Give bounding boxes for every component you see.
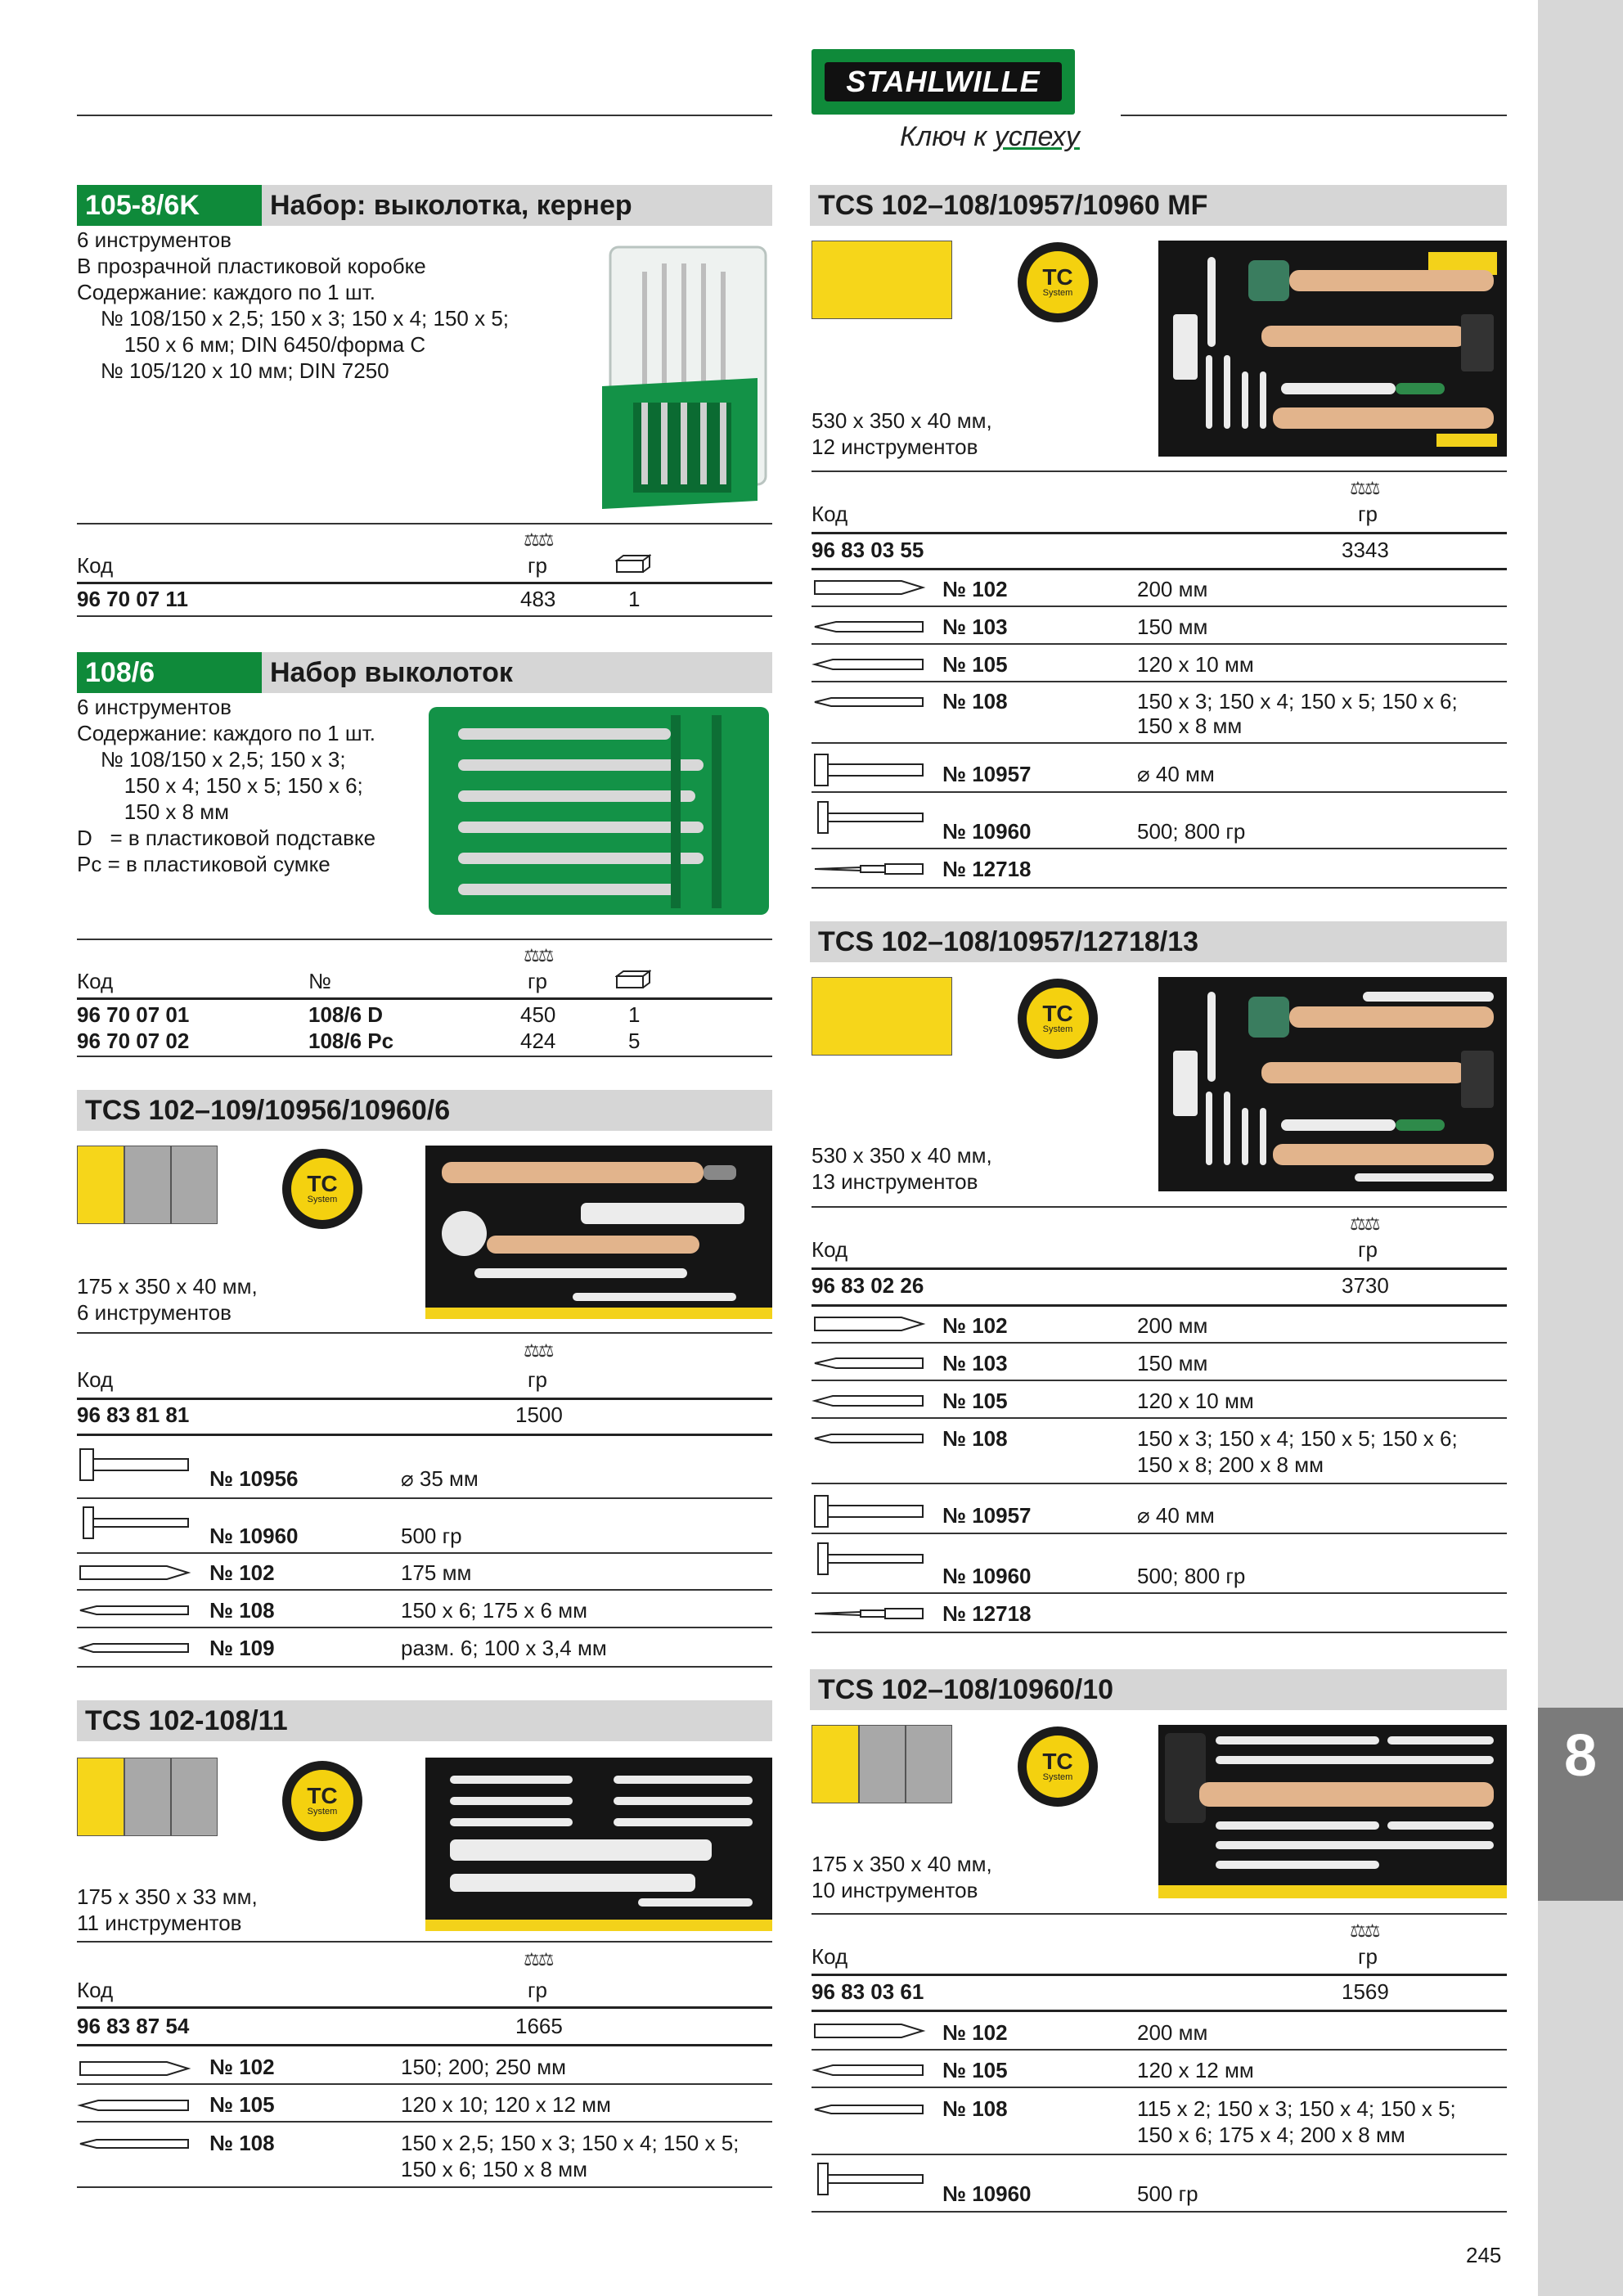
s6-rule-items (812, 1304, 1507, 1307)
s2-rule-top (77, 939, 772, 940)
s2-row0-num: 108/6 D (308, 1002, 384, 1027)
weight-scale-icon: ⚖⚖ (524, 1340, 553, 1361)
s6-rule-item1 (812, 1380, 1507, 1381)
hammer-icon (77, 1444, 191, 1485)
s6-dims-0: 530 x 350 x 40 мм, (812, 1143, 992, 1168)
s3-dims-0: 175 x 350 x 40 мм, (77, 1274, 258, 1299)
hammer-icon (812, 2159, 926, 2199)
tc-badge-small: System (1042, 1024, 1073, 1034)
pin-punch-icon (812, 2103, 926, 2116)
s6-row-code: 96 83 02 26 (812, 1273, 924, 1298)
s6-rule-mid (812, 1267, 1507, 1270)
s1-desc-0: 6 инструментов (77, 227, 232, 252)
weight-scale-icon: ⚖⚖ (524, 945, 553, 966)
s6-item3-num: № 108 (942, 1426, 1008, 1451)
s7-row-code: 96 83 03 61 (812, 1979, 924, 2004)
center-punch-icon (77, 2099, 191, 2112)
s7-item0-spec: 200 мм (1137, 2020, 1208, 2045)
s5-item0-spec: 200 мм (1137, 577, 1208, 601)
s4-rule-item0 (77, 2083, 772, 2085)
s4-rule-items (77, 2044, 772, 2046)
s7-rule-mid (812, 1974, 1507, 1976)
tc-system-badge (282, 1149, 362, 1229)
s7-item3-spec: 500 гр (1137, 2181, 1198, 2206)
pin-punch-icon (812, 696, 926, 709)
s1-rule-top (77, 523, 772, 524)
s6-item5-spec: 500; 800 гр (1137, 1564, 1246, 1588)
s2-row1-qty: 5 (628, 1029, 641, 1053)
s2-desc-3: 150 x 4; 150 x 5; 150 x 6; (77, 773, 363, 798)
s4-dims-0: 175 x 350 x 33 мм, (77, 1884, 258, 1909)
s5-item4-num: № 10957 (942, 762, 1032, 786)
s7-title-bar (810, 1669, 1507, 1710)
slogan-prefix: Ключ к (900, 121, 995, 152)
s6-item1-spec: 150 мм (1137, 1351, 1208, 1375)
s5-item2-num: № 105 (942, 652, 1008, 677)
s6-code-header: Код (812, 1237, 848, 1262)
stahlwille-logo (812, 49, 1075, 115)
s3-rule-item1 (77, 1552, 772, 1554)
s4-item0-num: № 102 (209, 2055, 275, 2079)
s4-rule-bottom (77, 2186, 772, 2188)
s1-desc-2: Содержание: каждого по 1 шт. (77, 280, 375, 304)
s3-rule-bottom (77, 1666, 772, 1668)
tc-system-badge (282, 1761, 362, 1841)
chisel-icon (77, 2059, 191, 2078)
s2-code-header: Код (77, 969, 114, 993)
box-icon (615, 970, 651, 989)
s5-code-header: Код (812, 502, 848, 526)
s3-item0-spec: ⌀ 35 мм (401, 1466, 479, 1491)
tc-badge-big: TC (1042, 1001, 1073, 1026)
s7-rule-item2 (812, 2154, 1507, 2155)
s6-rule-item4 (812, 1533, 1507, 1534)
header-rule-right (1121, 115, 1507, 116)
s3-rule-item3 (77, 1627, 772, 1628)
s6-item2-num: № 105 (942, 1389, 1008, 1413)
s2-rule-bottom (77, 1056, 772, 1057)
tc-badge-big: TC (1042, 1749, 1073, 1774)
s5-rule-item0 (812, 606, 1507, 607)
s4-swatch-grey (171, 1758, 218, 1836)
s4-title-bar (77, 1700, 772, 1741)
s5-item5-num: № 10960 (942, 819, 1032, 844)
s1-title-bar (77, 185, 772, 226)
s3-weight-header: гр (528, 1367, 547, 1392)
s4-item1-num: № 105 (209, 2092, 275, 2117)
s4-title: TCS 102-108/11 (85, 1704, 288, 1736)
s2-desc-5: D = в пластиковой подставке (77, 826, 376, 850)
s5-swatch-yellow (812, 241, 952, 319)
s6-item0-spec: 200 мм (1137, 1313, 1208, 1338)
tc-system-badge (1018, 979, 1098, 1059)
s3-rule-item2 (77, 1589, 772, 1591)
s1-row-weight: 483 (520, 587, 556, 611)
s5-item0-num: № 102 (942, 577, 1008, 601)
s2-desc-0: 6 инструментов (77, 695, 232, 719)
s6-item0-num: № 102 (942, 1313, 1008, 1338)
s5-item3-spec2: 150 x 8 мм (1137, 714, 1243, 738)
pin-punch-icon (77, 2137, 191, 2150)
screwdriver-icon (812, 861, 926, 877)
cross-cut-chisel-icon (812, 619, 926, 635)
s5-rule-item3 (812, 742, 1507, 744)
s3-rule-top (77, 1332, 772, 1334)
s6-title-bar (810, 921, 1507, 962)
s6-rule-item2 (812, 1417, 1507, 1419)
s2-weight-header: гр (528, 969, 547, 993)
page-number: 245 (1466, 2243, 1502, 2267)
s1-code-header: Код (77, 553, 114, 578)
s3-item3-num: № 108 (209, 1598, 275, 1623)
s6-item4-num: № 10957 (942, 1503, 1032, 1528)
s3-swatch-grey (171, 1146, 218, 1224)
chisel-icon (812, 2021, 926, 2041)
s3-item2-num: № 102 (209, 1560, 275, 1585)
tc-badge-small: System (307, 1195, 338, 1204)
s5-item3-num: № 108 (942, 689, 1008, 714)
s4-item0-spec: 150; 200; 250 мм (401, 2055, 567, 2079)
hammer-icon (812, 1491, 926, 1532)
s7-swatch-grey (859, 1725, 906, 1803)
tc-badge-small: System (1042, 288, 1073, 298)
cross-cut-chisel-icon (812, 1355, 926, 1371)
s5-item2-spec: 120 x 10 мм (1137, 652, 1254, 677)
s4-item2-num: № 108 (209, 2131, 275, 2155)
s3-rule-items (77, 1434, 772, 1436)
s6-item4-spec: ⌀ 40 мм (1137, 1503, 1215, 1528)
s7-rule-bottom (812, 2211, 1507, 2213)
s6-title: TCS 102–108/10957/12718/13 (818, 925, 1199, 957)
s2-row1-num: 108/6 Pc (308, 1029, 394, 1053)
s4-rule-top (77, 1941, 772, 1943)
s2-desc-1: Содержание: каждого по 1 шт. (77, 721, 375, 745)
s6-rule-item0 (812, 1342, 1507, 1344)
tc-badge-big: TC (307, 1783, 338, 1808)
s6-item2-spec: 120 x 10 мм (1137, 1389, 1254, 1413)
s1-rule-bottom (77, 615, 772, 617)
s3-swatch-grey (124, 1146, 171, 1224)
s7-row-weight: 1569 (1342, 1979, 1389, 2004)
s2-rule-mid (77, 997, 772, 1000)
s2-num-header: № (308, 969, 331, 993)
s3-code-header: Код (77, 1367, 114, 1392)
s3-item3-spec: 150 x 6; 175 x 6 мм (401, 1598, 587, 1623)
s2-desc-2: № 108/150 x 2,5; 150 x 3; (77, 747, 346, 772)
pin-punch-icon (812, 1432, 926, 1445)
s5-row-weight: 3343 (1342, 538, 1389, 562)
s4-weight-header: гр (528, 1978, 547, 2002)
s2-name: Набор выколоток (270, 656, 513, 688)
hammer-icon (812, 1538, 926, 1579)
s6-product-image (1158, 977, 1507, 1191)
s7-swatch-yellow (812, 1725, 859, 1803)
s1-row-qty: 1 (628, 587, 641, 611)
s4-row-code: 96 83 87 54 (77, 2014, 190, 2038)
slogan-word: успеху (994, 121, 1080, 152)
s6-item1-num: № 103 (942, 1351, 1008, 1375)
s3-item1-num: № 10960 (209, 1524, 299, 1548)
s5-rule-items (812, 568, 1507, 570)
punch-icon (77, 1641, 191, 1654)
s5-rule-item1 (812, 643, 1507, 645)
s6-weight-header: гр (1358, 1237, 1378, 1262)
s3-row-weight: 1500 (515, 1402, 563, 1427)
s5-rule-mid (812, 532, 1507, 534)
box-icon (615, 554, 651, 574)
hammer-icon (77, 1502, 191, 1543)
s1-product-image (594, 239, 776, 509)
s7-item1-num: № 105 (942, 2058, 1008, 2082)
s7-product-image (1158, 1725, 1507, 1898)
s6-rule-top (812, 1206, 1507, 1208)
s2-desc-4: 150 x 8 мм (77, 799, 230, 824)
center-punch-icon (812, 2064, 926, 2077)
hammer-icon (812, 750, 926, 790)
s2-title-bar (77, 652, 772, 693)
weight-scale-icon: ⚖⚖ (1350, 1213, 1379, 1234)
s2-row1-weight: 424 (520, 1029, 556, 1053)
s7-item1-spec: 120 x 12 мм (1137, 2058, 1254, 2082)
slogan (900, 121, 1080, 153)
chisel-icon (812, 1314, 926, 1334)
s5-item1-num: № 103 (942, 615, 1008, 639)
s7-code-header: Код (812, 1944, 848, 1969)
s2-code: 108/6 (77, 652, 262, 693)
side-index-bar (1538, 0, 1623, 2296)
s7-item2-spec2: 150 x 6; 175 x 4; 200 x 8 мм (1137, 2123, 1405, 2147)
s6-rule-bottom (812, 1632, 1507, 1633)
s4-item1-spec: 120 x 10; 120 x 12 мм (401, 2092, 611, 2117)
s3-title: TCS 102–109/10956/10960/6 (85, 1094, 451, 1126)
s5-rule-bottom (812, 887, 1507, 889)
s7-title: TCS 102–108/10960/10 (818, 1673, 1114, 1705)
s3-rule-mid (77, 1398, 772, 1400)
s3-row-code: 96 83 81 81 (77, 1402, 190, 1427)
tc-badge-big: TC (1042, 264, 1073, 290)
s6-item3-spec: 150 x 3; 150 x 4; 150 x 5; 150 x 6; (1137, 1426, 1458, 1451)
s7-rule-items (812, 2010, 1507, 2012)
weight-scale-icon: ⚖⚖ (524, 529, 553, 550)
screwdriver-icon (812, 1605, 926, 1622)
center-punch-icon (812, 1394, 926, 1407)
s7-item2-spec: 115 x 2; 150 x 3; 150 x 4; 150 x 5; (1137, 2096, 1456, 2121)
s5-rule-top (812, 470, 1507, 472)
tc-badge-small: System (1042, 1772, 1073, 1782)
s7-item2-num: № 108 (942, 2096, 1008, 2121)
chisel-icon (77, 1563, 191, 1582)
s7-weight-header: гр (1358, 1944, 1378, 1969)
tc-system-badge (1018, 1727, 1098, 1807)
tc-badge-big: TC (307, 1171, 338, 1196)
chapter-number: 8 (1563, 1723, 1598, 1789)
s7-rule-top (812, 1913, 1507, 1915)
s5-item3-spec: 150 x 3; 150 x 4; 150 x 5; 150 x 6; (1137, 689, 1458, 714)
s3-title-bar (77, 1090, 772, 1131)
chapter-tab[interactable] (1538, 1708, 1623, 1901)
s5-title-bar (810, 185, 1507, 226)
s4-rule-mid (77, 2006, 772, 2009)
s4-swatch-grey (124, 1758, 171, 1836)
s3-swatch-yellow (77, 1146, 124, 1224)
s7-dims-0: 175 x 350 x 40 мм, (812, 1852, 992, 1876)
s4-product-image (425, 1758, 772, 1931)
s6-rule-item3 (812, 1483, 1507, 1484)
weight-scale-icon: ⚖⚖ (524, 1949, 553, 1970)
s2-row0-weight: 450 (520, 1002, 556, 1027)
s7-item3-num: № 10960 (942, 2181, 1032, 2206)
s1-desc-1: В прозрачной пластиковой коробке (77, 254, 426, 278)
s3-rule-item0 (77, 1497, 772, 1499)
s1-code: 105-8/6K (77, 185, 262, 226)
s3-product-image (425, 1146, 772, 1319)
s5-rule-item4 (812, 791, 1507, 793)
s5-title: TCS 102–108/10957/10960 MF (818, 189, 1208, 221)
s5-item1-spec: 150 мм (1137, 615, 1208, 639)
s5-item4-spec: ⌀ 40 мм (1137, 762, 1215, 786)
hammer-icon (812, 797, 926, 838)
s6-swatch-yellow (812, 977, 952, 1056)
s3-dims-1: 6 инструментов (77, 1300, 232, 1325)
tc-system-badge (1018, 242, 1098, 322)
s1-rule-mid (77, 582, 772, 584)
s6-rule-item5 (812, 1592, 1507, 1594)
s6-item6-num: № 12718 (942, 1601, 1032, 1626)
s7-dims-1: 10 инструментов (812, 1878, 978, 1902)
s3-item4-spec: разм. 6; 100 x 3,4 мм (401, 1636, 607, 1660)
weight-scale-icon: ⚖⚖ (1350, 478, 1379, 498)
s4-rule-item1 (77, 2121, 772, 2123)
s1-weight-header: гр (528, 553, 547, 578)
s1-desc-3: № 108/150 x 2,5; 150 x 3; 150 x 4; 150 x 5; (77, 306, 510, 331)
s4-item2-spec: 150 x 2,5; 150 x 3; 150 x 4; 150 x 5; (401, 2131, 740, 2155)
s7-rule-item0 (812, 2049, 1507, 2051)
s2-row0-qty: 1 (628, 1002, 641, 1027)
s5-weight-header: гр (1358, 502, 1378, 526)
s2-row0-code: 96 70 07 01 (77, 1002, 190, 1027)
center-punch-icon (812, 658, 926, 671)
s1-desc-5: № 105/120 x 10 мм; DIN 7250 (77, 358, 389, 383)
s4-row-weight: 1665 (515, 2014, 563, 2038)
s5-product-image (1158, 241, 1507, 457)
s4-code-header: Код (77, 1978, 114, 2002)
s5-item5-spec: 500; 800 гр (1137, 819, 1246, 844)
s5-rule-item5 (812, 848, 1507, 849)
s2-product-image (425, 704, 772, 918)
s1-desc-4: 150 x 6 мм; DIN 6450/форма C (77, 332, 426, 357)
s4-swatch-yellow (77, 1758, 124, 1836)
s7-rule-item1 (812, 2087, 1507, 2088)
tc-badge-small: System (307, 1807, 338, 1817)
s3-item2-spec: 175 мм (401, 1560, 472, 1585)
s7-swatch-grey (906, 1725, 952, 1803)
s5-item6-num: № 12718 (942, 857, 1032, 881)
s2-row1-code: 96 70 07 02 (77, 1029, 190, 1053)
s6-dims-1: 13 инструментов (812, 1169, 978, 1194)
s3-item1-spec: 500 гр (401, 1524, 462, 1548)
s5-row-code: 96 83 03 55 (812, 538, 924, 562)
s5-dims-0: 530 x 350 x 40 мм, (812, 408, 992, 433)
header-rule-left (77, 115, 772, 116)
s3-item4-num: № 109 (209, 1636, 275, 1660)
s1-name: Набор: выколотка, кернер (270, 189, 632, 221)
s4-dims-1: 11 инструментов (77, 1911, 242, 1935)
s1-row-code: 96 70 07 11 (77, 587, 188, 611)
chisel-icon (812, 578, 926, 597)
weight-scale-icon: ⚖⚖ (1350, 1920, 1379, 1941)
s3-item0-num: № 10956 (209, 1466, 299, 1491)
s6-item3-spec2: 150 x 8; 200 x 8 мм (1137, 1452, 1324, 1477)
s5-dims-1: 12 инструментов (812, 434, 978, 459)
pin-punch-icon (77, 1604, 191, 1617)
s5-rule-item2 (812, 681, 1507, 682)
s2-desc-6: Pc = в пластиковой сумке (77, 852, 330, 876)
s6-row-weight: 3730 (1342, 1273, 1389, 1298)
s4-item2-spec2: 150 x 6; 150 x 8 мм (401, 2157, 587, 2181)
s6-item5-num: № 10960 (942, 1564, 1032, 1588)
s7-item0-num: № 102 (942, 2020, 1008, 2045)
logo-text: STAHLWILLE (846, 65, 1041, 98)
